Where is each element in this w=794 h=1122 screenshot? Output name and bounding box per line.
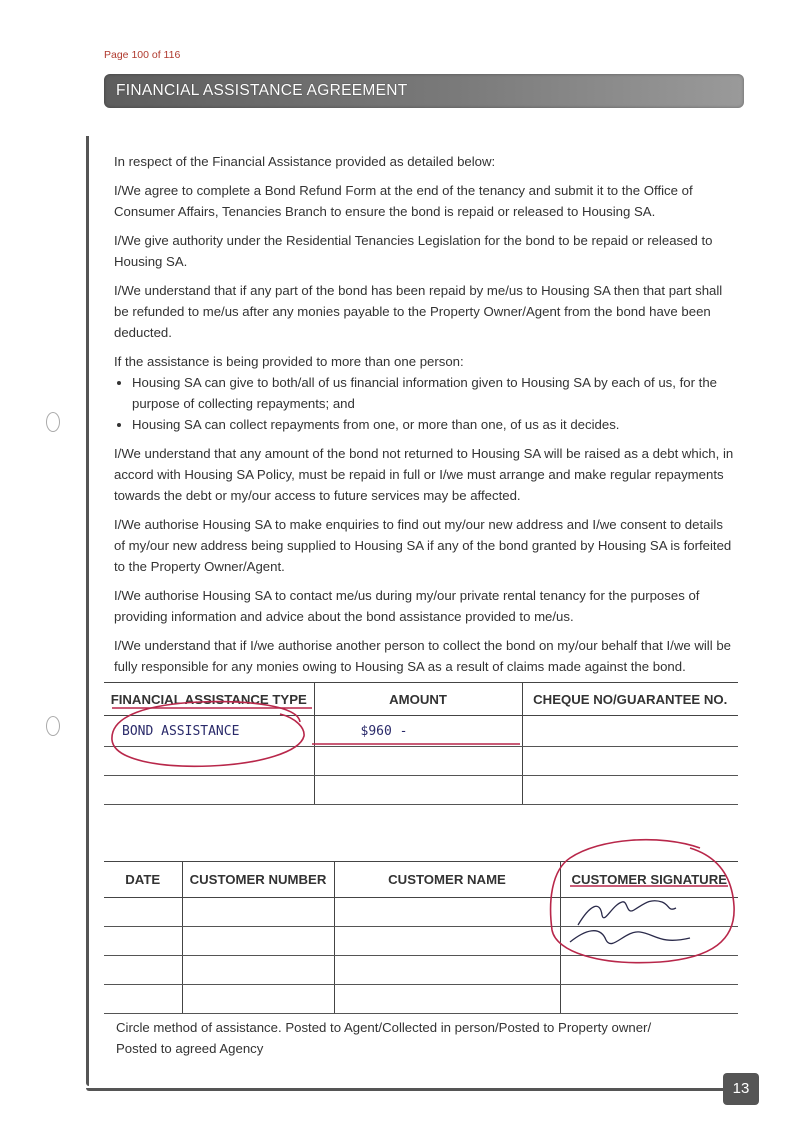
- column-header-customer-number: CUSTOMER NUMBER: [182, 862, 334, 898]
- column-header-type: FINANCIAL ASSISTANCE TYPE: [104, 683, 314, 716]
- paragraph-contact: I/We authorise Housing SA to contact me/us during my/our private rental tenancy for the purposes of providing information and advice about the bond assistance provided to me/us.: [114, 588, 700, 624]
- column-header-customer-signature: CUSTOMER SIGNATURE: [560, 862, 738, 898]
- paragraph-authority: I/We give authority under the Residential Tenancies Legislation for the bond to be repaid or released to Housing SA.: [114, 233, 713, 269]
- red-circle-signature: [551, 840, 735, 963]
- paragraph-debt: I/We understand that any amount of the bond not returned to Housing SA will be raised as a debt which, in accord with Housing SA Policy, must be repaid in full or I/we must arrange and make regular repayments towards the debt or my/our access to future services may be affected.: [114, 446, 734, 503]
- paragraph-multiple-persons: If the assistance is being provided to more than one person:: [114, 354, 464, 369]
- bullet-item: • Housing SA can collect repayments from one, or more than one, of us as it decides.: [132, 414, 734, 435]
- paragraph-enquiries: I/We authorise Housing SA to make enquiries to find out my/our new address and I/we consent to details of my/our new address being supplied to Housing SA if any of the bond granted by Housing SA is forfeited to the Property Owner/Agent.: [114, 517, 732, 574]
- paragraph-bond-refund: I/We agree to complete a Bond Refund Form at the end of the tenancy and submit it to the Office of Consumer Affairs, Tenancies Branch to ensure the bond is repaid or released to Housing SA.: [114, 183, 693, 219]
- paragraph-responsibility: I/We understand that if I/we authorise another person to collect the bond on my/our behalf that I/we will be fully responsible for any monies owing to Housing SA as a result of claims made against the bond.: [114, 638, 731, 674]
- red-circle-bond-assistance: [112, 702, 304, 767]
- column-header-amount: AMOUNT: [314, 683, 522, 716]
- intro-paragraph: In respect of the Financial Assistance provided as detailed below:: [114, 154, 496, 169]
- column-header-date: DATE: [104, 862, 182, 898]
- signature-scribble: [570, 901, 690, 944]
- column-header-cheque: CHEQUE NO/GUARANTEE NO.: [522, 683, 738, 716]
- assistance-type-cell[interactable]: BOND ASSISTANCE: [104, 716, 314, 747]
- paragraph-repaid-part: I/We understand that if any part of the bond has been repaid by me/us to Housing SA then that part shall be refunded to me/us after any monies payable to the Property Owner/Agent from the bond have been deducted.: [114, 283, 723, 340]
- column-header-customer-name: CUSTOMER NAME: [334, 862, 560, 898]
- amount-cell[interactable]: $960 -: [314, 716, 522, 747]
- bullet-item: • Housing SA can give to both/all of us financial information given to Housing SA by each of us, for the purpose of collecting repayments; and: [132, 372, 734, 414]
- page-reference: Page 100 of 116: [104, 49, 181, 61]
- footer-note: Circle method of assistance. Posted to Agent/Collected in person/Posted to Property owner/ Posted to agreed Agency: [116, 1020, 652, 1056]
- page-number-badge: 13: [723, 1073, 759, 1105]
- page-title: FINANCIAL ASSISTANCE AGREEMENT: [116, 82, 408, 99]
